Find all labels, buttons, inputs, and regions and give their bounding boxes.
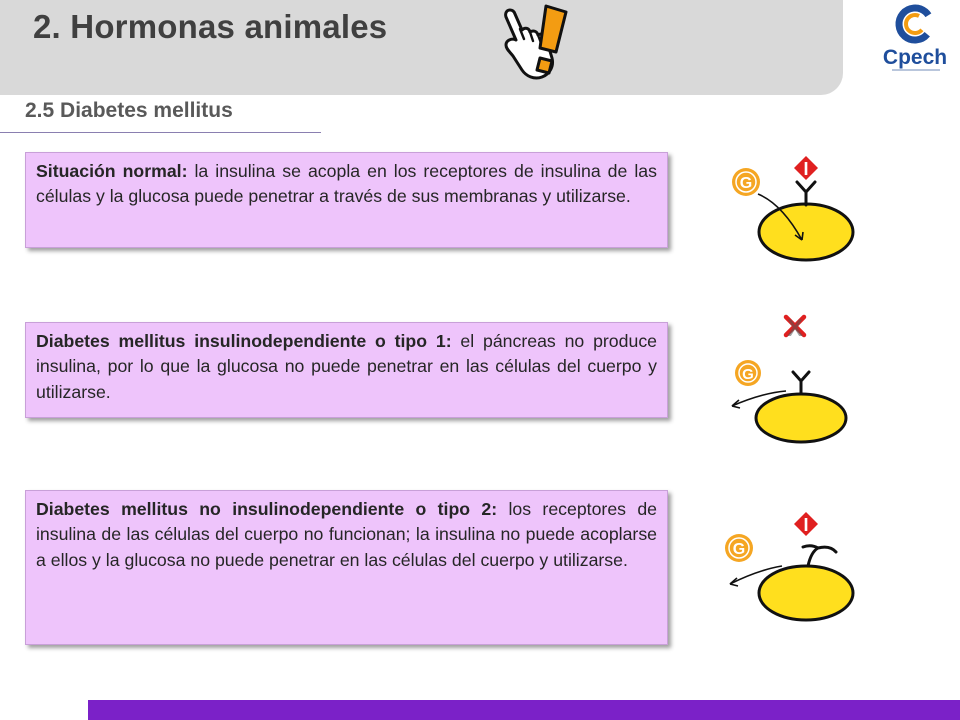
diagram-type-2 (718, 508, 868, 630)
info-box-type-1 (25, 322, 668, 418)
page-title: 2. Hormonas animales (33, 8, 388, 45)
glucose-icon (725, 534, 753, 562)
cell-shape (759, 204, 853, 260)
info-box-heading: Diabetes mellitus insulinodependiente o tipo 1: (36, 331, 452, 351)
info-box-heading: Diabetes mellitus no insulinodependiente o tipo 2: (36, 499, 498, 519)
glucose-icon (732, 168, 760, 196)
insulin-icon (794, 156, 818, 180)
cell-shape (759, 566, 853, 620)
no-insulin-x-icon (786, 315, 804, 342)
info-box-text: la insulina se acopla en los receptores de insulina de las células y la glucosa puede penetrar a través de sus membranas y utilizarse. (36, 161, 657, 207)
damaged-receptor (803, 546, 836, 566)
glucose-label: G (732, 541, 746, 558)
section-subtitle: 2.5 Diabetes mellitus (25, 99, 233, 122)
glucose-icon (735, 360, 761, 386)
cpech-logo (878, 2, 952, 76)
insulin-receptor (793, 372, 809, 394)
info-box-text: el páncreas no produce insulina, por lo que la glucosa no puede penetrar en las células del cuerpo y utilizarse. (36, 331, 657, 402)
glucose-label: G (742, 366, 754, 383)
logo-text: Cpech (882, 46, 948, 69)
footer-bar (88, 700, 960, 720)
diagram-normal (718, 150, 868, 270)
info-box-type-2 (25, 490, 668, 645)
hand-pointer-exclamation-icon (496, 2, 574, 86)
insulin-receptor (797, 182, 815, 205)
info-box-normal (25, 152, 668, 248)
insulin-label: I (803, 159, 809, 179)
diagram-type-1 (718, 305, 868, 445)
info-box-text: los receptores de insulina de las células del cuerpo no funcionan; la insulina no puede acoplarse a ellos y la glucosa no puede penetrar en las células del cuerpo y utilizarse. (36, 499, 658, 570)
subtitle-underline (0, 132, 321, 133)
blocked-label: X (786, 315, 804, 342)
insulin-icon (794, 512, 818, 536)
info-box-heading: Situación normal: (36, 161, 188, 181)
cpech-logo-mark (878, 2, 952, 76)
header-panel (0, 0, 843, 95)
glucose-label: G (739, 175, 753, 192)
insulin-label: I (803, 515, 809, 535)
cell-shape (756, 394, 846, 442)
